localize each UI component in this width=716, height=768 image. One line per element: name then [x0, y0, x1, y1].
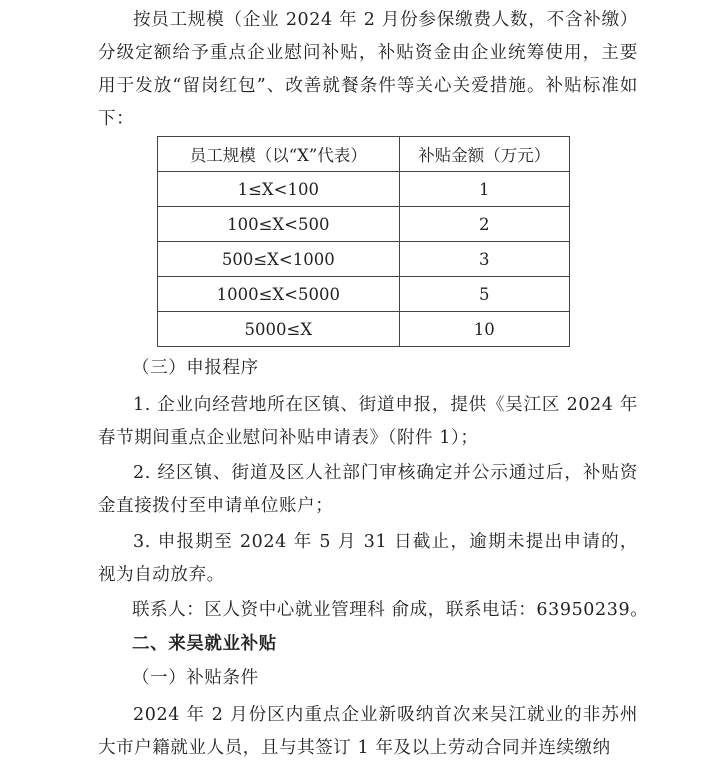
table-cell-scale: 100≤X<500 [158, 207, 400, 242]
table-cell-amount: 10 [399, 312, 569, 347]
table-row [158, 172, 570, 207]
procedure-step-3: 3. 申报期至 2024 年 5 月 31 日截止，逾期未提出申请的，视为自动放弃。 [98, 532, 638, 585]
section-heading-application-procedure: （三）申报程序 [132, 358, 259, 378]
subsidy-conditions-paragraph: 2024 年 2 月份区内重点企业新吸纳首次来吴江就业的非苏州大市户籍就业人员，且与其签订 1 年及以上劳动合同并连续缴纳 [98, 705, 638, 758]
table-cell-scale: 5000≤X [158, 312, 400, 347]
table-cell-scale: 500≤X<1000 [158, 242, 400, 277]
procedure-step-2: 2. 经区镇、街道及区人社部门审核确定并公示通过后，补贴资金直接拨付至申请单位账户； [98, 463, 638, 516]
subsidy-table [157, 136, 570, 347]
table-cell-scale: 1000≤X<5000 [158, 277, 400, 312]
table-cell-amount: 1 [399, 172, 569, 207]
table-row [158, 207, 570, 242]
contact-line: 联系人：区人资中心就业管理科 俞成，联系电话：63950239。 [132, 600, 649, 620]
table-row [158, 277, 570, 312]
sub-heading-subsidy-conditions: （一）补贴条件 [132, 668, 259, 688]
table-cell-scale: 1≤X<100 [158, 172, 400, 207]
intro-paragraph: 按员工规模（企业 2024 年 2 月份参保缴费人数，不含补缴）分级定额给予重点企业慰问补贴，补贴资金由企业统筹使用，主要用于发放“留岗红包”、改善就餐条件等关心关爱措施。补贴标准如下： [98, 10, 639, 129]
table-cell-amount: 3 [399, 242, 569, 277]
section-heading-employment-subsidy: 二、来吴就业补贴 [132, 634, 277, 654]
table-header-scale: 员工规模（以“X”代表） [158, 137, 400, 172]
table-row [158, 312, 570, 347]
table-row [158, 242, 570, 277]
table-header-row [158, 137, 570, 172]
table-cell-amount: 5 [399, 277, 569, 312]
table-header-amount: 补贴金额（万元） [399, 137, 569, 172]
table-cell-amount: 2 [399, 207, 569, 242]
procedure-step-1: 1. 企业向经营地所在区镇、街道申报，提供《吴江区 2024 年春节期间重点企业慰问补贴申请表》（附件 1）； [98, 395, 638, 448]
